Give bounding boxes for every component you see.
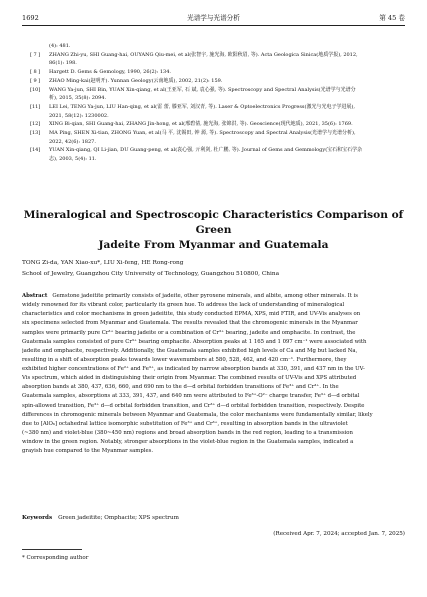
reference-text: 析), 2015, 35(8): 2094. xyxy=(49,95,107,102)
abstract xyxy=(22,292,405,456)
abstract-text: characteristics and color mechanisms in green jadeitite, this study conducted EPMA, XPS, mid FTIR, and UV-Vis analyses on xyxy=(22,311,361,318)
abstract-text: Gemstone jadeitite primarily consists of jadeite, other pyroxene minerals, and albite, among other minerals. It is xyxy=(52,293,359,299)
abstract-text: spin-allowed transition, Fe³⁺ d—d orbital forbidden transition, and Cr³⁺ d—d orbital forbidden transition, respectively. Despite xyxy=(22,402,365,409)
keywords-text: Green jadeitite; Omphacite; XPS spectrum xyxy=(58,515,179,521)
abstract-text: absorption bands at 380, 437, 636, 660, and 690 nm to the d—d orbital forbidden transitions of Fe³⁺ and Cr³⁺. In the xyxy=(22,384,339,391)
abstract-line xyxy=(22,402,405,411)
reference-text: (4): 481. xyxy=(49,43,71,49)
reference-item xyxy=(30,42,410,51)
reference-number: [ 9 ] xyxy=(30,77,41,84)
abstract-line xyxy=(22,292,405,301)
journal-name: 光谱学与光谱分析 xyxy=(187,14,240,22)
keywords-label: Keywords xyxy=(22,515,53,521)
abstract-text: differences in chromogenic minerals between Myanmar and Guatemala, the color mechanisms were fundamentally similar, likely xyxy=(22,411,373,418)
reference-item xyxy=(30,94,410,103)
reference-text: ZHAO Ming-kai(赵明开). Yunnan Geology(云南地质), 2002, 21(2): 159. xyxy=(49,77,223,84)
reference-text: 2022, 42(6): 1827. xyxy=(49,138,96,145)
abstract-line xyxy=(22,329,405,338)
abstract-line xyxy=(22,319,405,328)
abstract-line xyxy=(22,301,405,310)
abstract-line xyxy=(22,411,405,420)
reference-text: MA Ping, SHEN Xi-tian, ZHONG Yuan, et al(马 平, 沈锡田, 钟 源, 等). Spectroscopy and Spectral Analysis(光谱学与光谱分析), xyxy=(49,130,356,137)
page-number: 1692 xyxy=(22,14,39,22)
reference-item xyxy=(30,51,410,60)
reference-item xyxy=(30,120,410,129)
reference-text: 2021, 58(12): 1230002. xyxy=(49,112,109,119)
running-header xyxy=(22,12,405,24)
reference-number: [14] xyxy=(30,147,41,154)
abstract-text: grayish hue compared to the Myanmar samples. xyxy=(22,448,154,455)
reference-text: WANG Ya-jun, SHI Bin, YUAN Xin-qiang, et al(王亚军, 石 斌, 袁心强, 等). Spectroscopy and Spectral Analysis(光谱学与光谱分 xyxy=(49,86,356,93)
abstract-text: Vis spectrum, which aided in distinguishing their origin from Myanmar. The combined results of UV-Vis and XPS attributed xyxy=(22,375,357,382)
reference-text: LEI Lei, TENG Ya-jun, LIU Han-qing, et al(雷 蕾, 滕亚军, 刘汉青, 等). Laser & Optoelectronics Progress(激光与光电子学进展), xyxy=(49,103,355,110)
abstract-line xyxy=(22,438,405,447)
article-title-line-2: Jadeite From Myanmar and Guatemala xyxy=(98,239,329,251)
abstract-line xyxy=(22,356,405,365)
reference-text: 86(1): 198. xyxy=(49,60,77,67)
article-title xyxy=(22,208,405,253)
reference-item xyxy=(30,146,410,155)
abstract-text: widely renowned for its vibrant color, particularly its green hue. To address the lack of understanding of mineralogical xyxy=(22,302,345,309)
reference-item xyxy=(30,112,410,121)
abstract-line xyxy=(22,310,405,319)
corresponding-author-note: * Corresponding author xyxy=(22,555,89,561)
reference-number: [13] xyxy=(30,130,41,137)
abstract-line xyxy=(22,374,405,383)
reference-number: [11] xyxy=(30,103,41,110)
abstract-line xyxy=(22,383,405,392)
abstract-text: six specimens selected from Myanmar and Guatemala. The results revealed that the chromogenic minerals in the Myanmar xyxy=(22,320,358,327)
reference-item xyxy=(30,77,410,86)
abstract-line xyxy=(22,347,405,356)
reference-text: Hargett D. Gems & Gemology, 1990, 26(2): 134. xyxy=(49,69,172,76)
article-title-line-1: Mineralogical and Spectroscopic Characteristics Comparison of Green xyxy=(23,209,404,236)
abstract-line xyxy=(22,338,405,347)
reference-number: [ 8 ] xyxy=(30,69,41,76)
abstract-line xyxy=(22,447,405,456)
reference-number: [10] xyxy=(30,86,41,93)
abstract-text: window in the green region. Notably, stronger absorptions in the violet-blue region in the Guatemala samples, indicated a xyxy=(22,439,354,445)
reference-item xyxy=(30,129,410,138)
abstract-text: due to [AlO₆] octahedral lattice isomorphic substitution of Fe³⁺ and Cr³⁺, resulting in absorption bands in the ultraviolet xyxy=(22,420,348,427)
abstract-text: (~380 nm) and violet-blue (380~450 nm) regions and broad absorption bands in the red region, leading to a transmission xyxy=(22,429,353,436)
header-rule xyxy=(22,25,405,26)
abstract-text: Guatemala samples, absorptions at 333, 391, 437, and 640 nm were attributed to Fe³⁺-O²⁻ charge transfer, Fe³⁺ d—d orbital xyxy=(22,393,360,400)
affiliation: School of Jewelry, Guangzhou City University of Technology, Guangzhou 510800, China xyxy=(22,271,280,277)
abstract-line xyxy=(22,365,405,374)
reference-text: ZHANG Zhi-yu, SHI Guang-hai, OUYANG Qiu-mei, et al(张智宇, 施光海, 欧阳秋眉, 等). Acta Geologica Sinica(地质学报), 2012, xyxy=(49,51,358,58)
reference-text: 志), 2003, 5(4): 11. xyxy=(49,156,97,163)
abstract-label: Abstract xyxy=(22,293,48,299)
reference-list xyxy=(30,42,410,164)
abstract-line xyxy=(22,429,405,438)
abstract-text: jadeite and omphacite, respectively. Additionally, the Guatemala samples exhibited high levels of Ca and Mg but lacked Na, xyxy=(22,347,358,354)
reference-number: [ 7 ] xyxy=(30,51,41,58)
keywords xyxy=(22,514,179,523)
footnote-rule xyxy=(22,549,82,550)
reference-item xyxy=(30,59,410,68)
abstract-line xyxy=(22,420,405,429)
abstract-line xyxy=(22,392,405,401)
abstract-text: resulting in a shift of absorption peaks towards lower wavenumbers at 580, 528, 462, and 420 cm⁻¹. Furthermore, they xyxy=(22,356,347,363)
reference-item xyxy=(30,86,410,95)
reference-item xyxy=(30,103,410,112)
received-dates: (Received Apr. 7, 2024; accepted Jan. 7, 2025) xyxy=(273,531,405,537)
reference-item xyxy=(30,68,410,77)
reference-item xyxy=(30,138,410,147)
author-list: TONG Zi-da, YAN Xiao-xu*, LIU Xi-feng, HE Rong-rong xyxy=(22,260,184,266)
reference-text: XING Bi-qian, SHI Guang-hai, ZHANG Jin-hong, et al(邢碧倩, 施光海, 张锦洪, 等). Geoscience(现代地质), 2021, 35(6): 1769. xyxy=(49,121,353,128)
abstract-text: exhibited higher concentrations of Fe²⁺ and Fe³⁺, as indicated by narrow absorption bands at 330, 391, and 437 nm in the UV- xyxy=(22,366,365,372)
abstract-text: samples were primarily pure Cr³⁺ bearing jadeite or a combination of Cr³⁺ bearing, jadeite and omphacite. In contrast, the xyxy=(22,329,356,336)
reference-number: [12] xyxy=(30,121,41,128)
reference-text: YUAN Xin-qiang, QI Li-jian, DU Guang-peng, et al(袁心强, 亓利剑, 杜广鹏, 等). Journal of Gems and Gemmology(宝石和宝石学杂 xyxy=(49,147,363,154)
reference-item xyxy=(30,155,410,164)
volume-label: 第 45 卷 xyxy=(379,14,405,22)
abstract-text: Guatemala samples consisted of pure Cr³⁺ bearing omphacite. Absorption peaks at 1 165 and 1 097 cm⁻¹ were associated with xyxy=(22,338,367,345)
